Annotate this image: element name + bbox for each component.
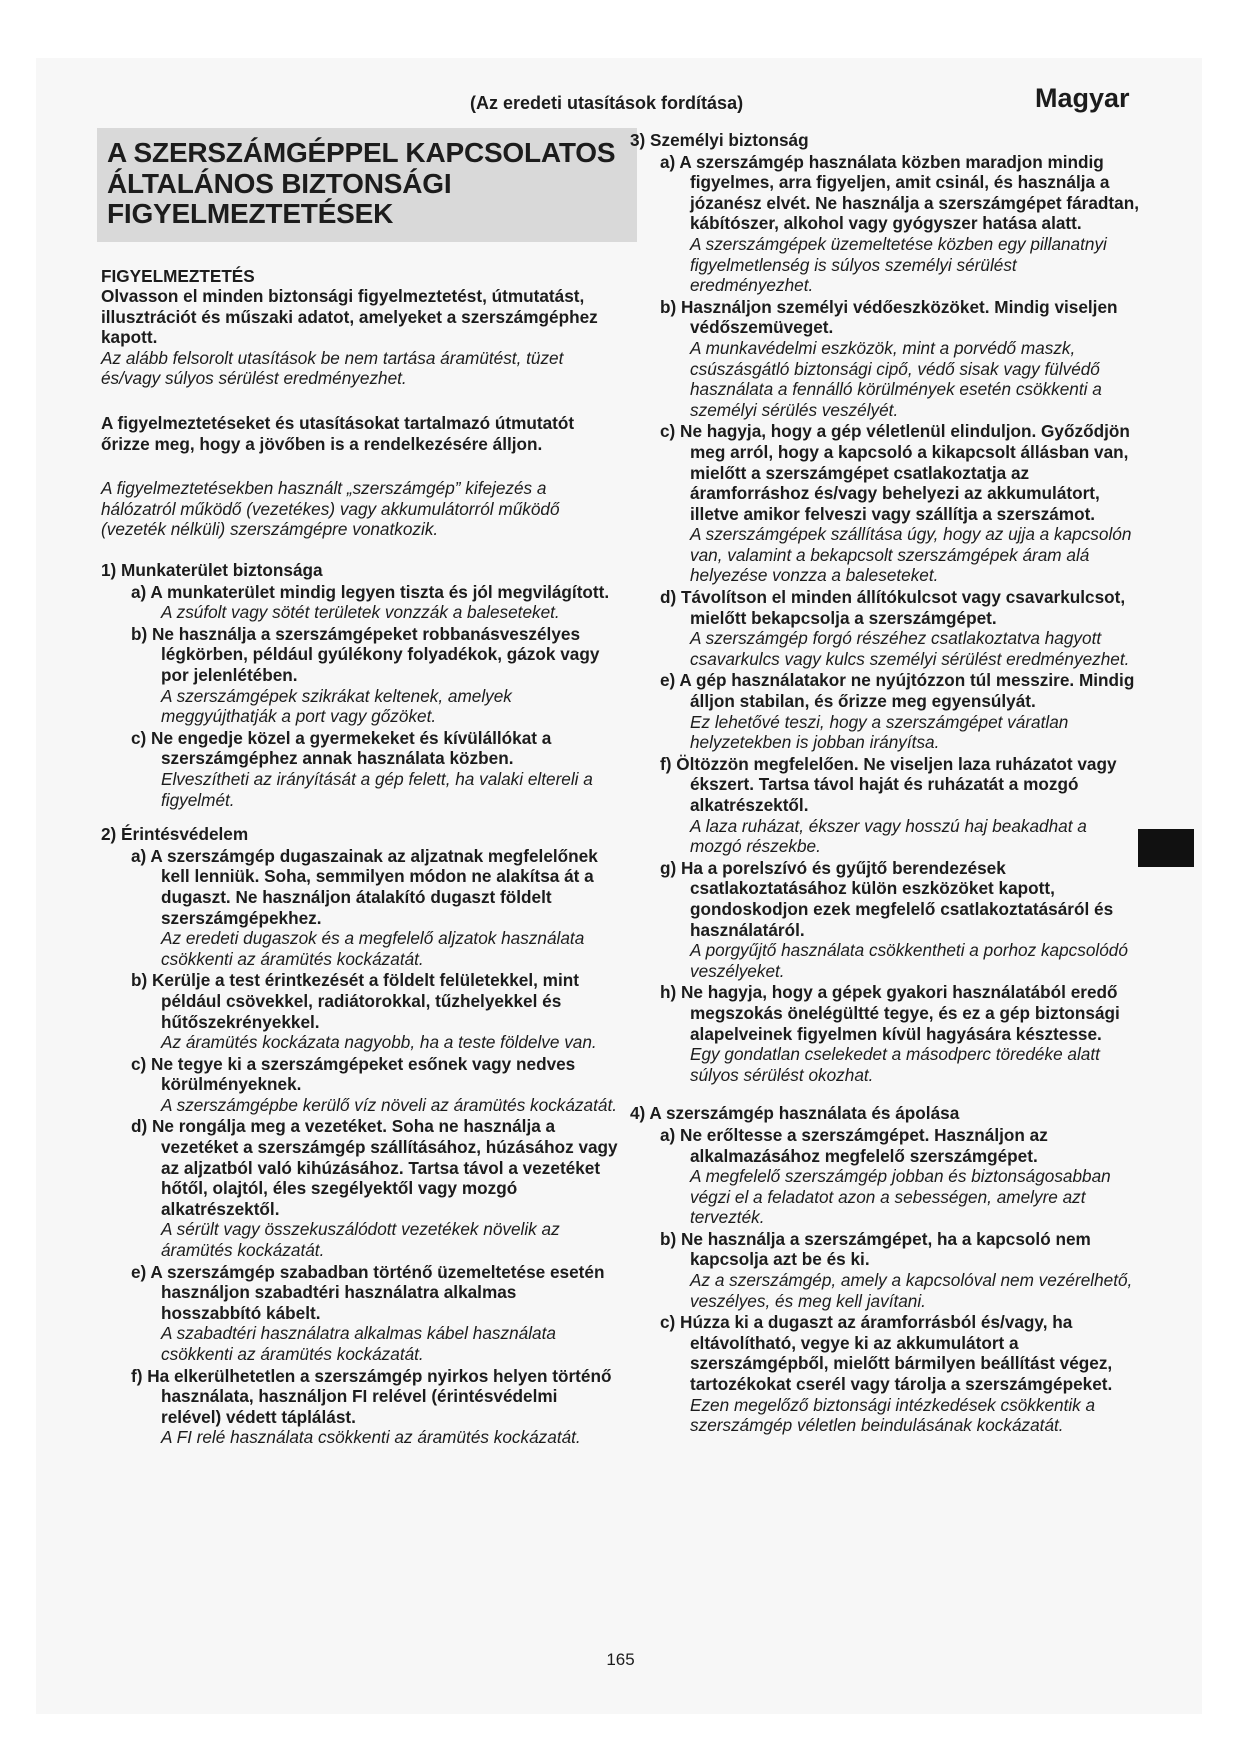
item-head: d) Távolítson el minden állítókulcsot vagy csavarkulcsot, mielőtt bekapcsolja a szerszámgépet. — [660, 587, 1126, 628]
item-body: A munkavédelmi eszközök, mint a porvédő maszk, csúszásgátló biztonsági cipő, védő sisak vagy fülvédő használata a fennálló körülmények esetén csökkenti a személyi sérülés veszélyét. — [690, 337, 1102, 420]
section-heading: 3) Személyi biztonság — [630, 130, 809, 150]
section-heading: 1) Munkaterület biztonsága — [101, 560, 323, 581]
item-body: Ez lehetővé teszi, hogy a szerszámgépet váratlan helyzetekben is jobban irányítsa. — [690, 711, 1069, 753]
item-head: c) Húzza ki a dugaszt az áramforrásból és/vagy, ha eltávolítható, vegye ki az akkumulátort a szerszámgépből, mielőtt bármilyen beállítást végez, tartozékokat cserél vagy tárolja a szerszámgépeket. — [660, 1312, 1113, 1395]
item-head: a) Ne erőltesse a szerszámgépet. Használjon az alkalmazásához megfelelő szerszámgépet. — [660, 1124, 1048, 1166]
item-body: Elveszítheti az irányítását a gép felett, ha valaki eltereli a figyelmét. — [161, 768, 593, 810]
item-head: f) Öltözzön megfelelően. Ne viseljen laza ruházatot vagy ékszert. Tartsa távol haját és ruházatát a mozgó alkatrészektől. — [660, 753, 1117, 815]
item-body: A laza ruházat, ékszer vagy hosszú haj beakadhat a mozgó részekbe. — [690, 815, 1087, 857]
item-body: A zsúfolt vagy sötét területek vonzzák a baleseteket. — [161, 602, 560, 623]
keep-instructions-text: A figyelmeztetéseket és utasításokat tartalmazó útmutatót őrizze meg, hogy a jövőben is a rendelkezésére álljon. — [101, 413, 575, 454]
item-head: f) Ha elkerülhetetlen a szerszámgép nyirkos helyen történő használata, használjon FI relével (érintésvédelmi relével) védett táplálást. — [131, 1365, 612, 1427]
left-column — [101, 128, 621, 1448]
list-item — [660, 587, 1142, 669]
list-item — [660, 982, 1142, 1085]
item-head: h) Ne hagyja, hogy a gépek gyakori használatából eredő megszokás önelégültté tegye, és ez a gép biztonsági alapelveinek figyelmen kívül hagyására késztesse. — [660, 982, 1120, 1044]
item-body: Ezen megelőző biztonsági intézkedések csökkentik a szerszámgép véletlen beindulásának kockázatát. — [690, 1394, 1096, 1436]
list-item — [660, 754, 1142, 857]
item-body: A szabadtéri használatra alkalmas kábel használata csökkenti az áramütés kockázatát. — [161, 1323, 556, 1364]
list-item — [131, 582, 621, 623]
item-head: a) A szerszámgép dugaszainak az aljzatnak megfelelőnek kell lenniük. Soha, semmilyen módon ne alakítsa át a dugaszt. Ne használjon átalakító dugaszt földelt szerszámgépekhez. — [131, 845, 598, 928]
list-item — [131, 1054, 621, 1116]
list-item — [660, 421, 1142, 586]
list-item — [131, 970, 621, 1052]
list-item — [660, 858, 1142, 982]
item-body: A szerszámgépek szikrákat keltenek, amelyek meggyújthatják a port vagy gőzöket. — [161, 685, 512, 727]
item-body: A megfelelő szerszámgép jobban és biztonságosabban végzi el a feladatot azon a sebességen, amelyre azt tervezték. — [690, 1166, 1111, 1228]
item-head: e) A gép használatakor ne nyújtózzon túl messzire. Mindig álljon stabilan, és őrizze meg egyensúlyát. — [660, 670, 1135, 712]
item-body: Az a szerszámgép, amely a kapcsolóval nem vezérelhető, veszélyes, és meg kell javítani. — [690, 1270, 1133, 1311]
section-heading: 2) Érintésvédelem — [101, 824, 249, 845]
list-item — [660, 670, 1142, 752]
item-body: A szerszámgépek szállítása úgy, hogy az ujja a kapcsolón van, valamint a bekapcsolt szerszámgépek áram alá helyezése vonzza a baleseteket. — [690, 524, 1132, 586]
list-item — [660, 297, 1142, 421]
warning-italic-text: Az alább felsorolt utasítások be nem tartása áramütést, tüzet és/vagy súlyos sérülést eredményezhet. — [101, 347, 564, 389]
item-head: e) A szerszámgép szabadban történő üzemeltetése esetén használjon szabadtéri használatra alkalmas hosszabbító kábelt. — [131, 1261, 605, 1323]
item-head: c) Ne engedje közel a gyermekeket és kívülállókat a szerszámgéphez annak használata közben. — [131, 727, 552, 769]
item-body: Az áramütés kockázata nagyobb, ha a teste földelve van. — [161, 1032, 597, 1053]
list-item — [131, 846, 621, 970]
section-title: A SZERSZÁMGÉPPEL KAPCSOLATOS ÁLTALÁNOS BIZTONSÁGI FIGYELMEZTETÉSEK — [97, 128, 637, 242]
item-body: A szerszámgép forgó részéhez csatlakoztatva hagyott csavarkulcs vagy kulcs személyi sérülést eredményezhet. — [690, 628, 1130, 669]
warning-label: FIGYELMEZTETÉS — [101, 265, 255, 286]
section-heading: 4) A szerszámgép használata és ápolása — [630, 1103, 960, 1124]
warning-bold-text: Olvasson el minden biztonsági figyelmeztetést, útmutatást, illusztrációt és műszaki adatot, amelyeket a szerszámgéphez kapott. — [101, 286, 598, 348]
list-item — [131, 1116, 621, 1260]
item-body: A porgyűjtő használata csökkentheti a porhoz kapcsolódó veszélyeket. — [690, 940, 1128, 981]
item-head: c) Ne tegye ki a szerszámgépeket esőnek vagy nedves körülményeknek. — [131, 1053, 576, 1095]
item-body: A sérült vagy összekuszálódott vezetékek növelik az áramütés kockázatát. — [161, 1219, 560, 1261]
section-block — [101, 560, 621, 810]
list-item — [131, 1366, 621, 1448]
section-block — [101, 824, 621, 1448]
item-head: d) Ne rongálja meg a vezetéket. Soha ne használja a vezetéket a szerszámgép szállításához, húzásához vagy az aljzatból való kihúzásához. Tartsa távol a vezetéket hőtől, olajtól, éles szegélyektől vagy mozgó alkatrészektől. — [131, 1116, 618, 1219]
list-item — [660, 1312, 1142, 1436]
item-body: Egy gondatlan cselekedet a másodperc töredéke alatt súlyos sérülést okozhat. — [690, 1044, 1100, 1085]
term-definition-text: A figyelmeztetésekben használt „szerszámgép” kifejezés a hálózatról működő (vezetékes) vagy akkumulátorról működő (vezeték nélküli) szerszámgépre vonatkozik. — [101, 478, 560, 540]
item-head: b) Kerülje a test érintkezését a földelt felületekkel, mint például csövekkel, radiátorokkal, tűzhelyekkel és hűtőszekrényekkel. — [131, 970, 579, 1032]
item-body: A FI relé használata csökkenti az áramütés kockázatát. — [161, 1427, 581, 1448]
section-block — [630, 130, 1142, 1085]
page-number: 165 — [606, 1650, 635, 1669]
list-item — [131, 624, 621, 727]
item-head: c) Ne hagyja, hogy a gép véletlenül elinduljon. Győződjön meg arról, hogy a kapcsoló a kikapcsolt állásban van, mielőtt a szerszámgépet csatlakoztatja az áramforráshoz és/vagy behelyezi az akkumulátort, illetve amikor felveszi vagy szállítja a szerszámot. — [660, 421, 1130, 524]
list-item — [131, 1262, 621, 1365]
list-item — [660, 152, 1142, 296]
item-head: b) Ne használja a szerszámgépet, ha a kapcsoló nem kapcsolja azt be és ki. — [660, 1228, 1091, 1270]
right-column — [630, 130, 1142, 1436]
list-item — [131, 728, 621, 810]
header-subtitle: (Az eredeti utasítások fordítása) — [470, 93, 744, 113]
item-head: a) A munkaterület mindig legyen tiszta és jól megvilágított. — [131, 581, 610, 602]
item-body: A szerszámgépbe kerülő víz növeli az áramütés kockázatát. — [161, 1094, 617, 1115]
language-tab-marker — [1138, 829, 1194, 867]
list-item — [660, 1125, 1142, 1228]
item-head: a) A szerszámgép használata közben maradjon mindig figyelmes, arra figyeljen, amit csinál, és használja a józanész elvét. Ne használja a szerszámgépet fáradtan, kábítószer, alkohol vagy gyógyszer hatása alatt. — [660, 151, 1139, 234]
list-item — [660, 1229, 1142, 1311]
item-head: g) Ha a porelszívó és gyűjtő berendezések csatlakoztatásához külön eszközöket kapott, gondoskodjon ezek megfelelő csatlakoztatásáról és használatáról. — [660, 857, 1114, 940]
section-block — [630, 1103, 1142, 1436]
item-body: A szerszámgépek üzemeltetése közben egy pillanatnyi figyelmetlenség is súlyos személyi sérülést eredményezhet. — [690, 233, 1107, 296]
item-head: b) Ne használja a szerszámgépeket robbanásveszélyes légkörben, például gyúlékony folyadékok, gázok vagy por jelenlétében. — [131, 623, 600, 685]
item-body: Az eredeti dugaszok és a megfelelő aljzatok használata csökkenti az áramütés kockázatát. — [161, 928, 585, 969]
item-head: b) Használjon személyi védőeszközöket. Mindig viseljen védőszemüveget. — [660, 296, 1118, 338]
language-label: Magyar — [1035, 83, 1130, 113]
